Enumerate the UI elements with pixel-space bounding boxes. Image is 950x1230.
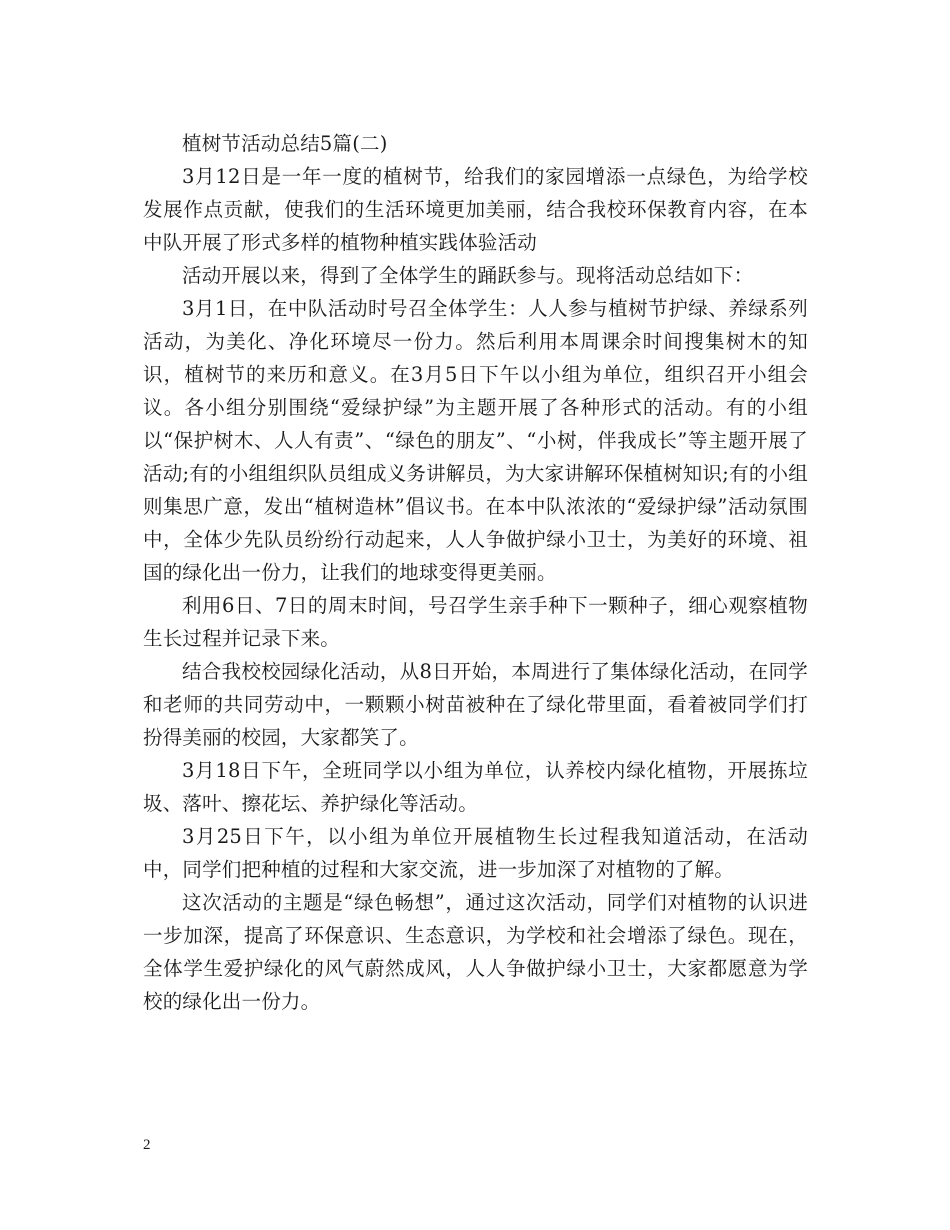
paragraph-march-18: 3月18日下午，全班同学以小组为单位，认养校内绿化植物，开展拣垃圾、落叶、擦花坛、养护绿化等活动。: [143, 759, 808, 815]
paragraph-summary-lead: 活动开展以来，得到了全体学生的踊跃参与。现将活动总结如下：: [182, 264, 754, 287]
paragraph-campus-greening: 结合我校校园绿化活动，从8日开始，本周进行了集体绿化活动，在同学和老师的共同劳动中，一颗颗小树苗被种在了绿化带里面，看着被同学们打扮得美丽的校园，大家都笑了。: [143, 660, 808, 749]
paragraph-march-1: 3月1日，在中队活动时号召全体学生：人人参与植树节护绿、养绿系列活动，为美化、净化环境尽一份力。然后利用本周课余时间搜集树木的知识，植树节的来历和意义。在3月5日下午以小组为单位，组织召开小组会议。各小组分别围绕“爱绿护绿”为主题开展了各种形式的活动。有的小组以“保护树木、人人有责”、“绿色的朋友”、“小树，伴我成长”等主题开展了活动;有的小组组织队员组成义务讲解员，为大家讲解环保植树知识;有的小组则集思广意，发出“植树造林”倡议书。在本中队浓浓的“爱绿护绿”活动氛围中，全体少先队员纷纷行动起来，人人争做护绿小卫士，为美好的环境、祖国的绿化出一份力，让我们的地球变得更美丽。: [143, 297, 808, 584]
paragraph-march-25: 3月25日下午，以小组为单位开展植物生长过程我知道活动，在活动中，同学们把种植的过程和大家交流，进一步加深了对植物的了解。: [143, 825, 808, 881]
paragraph-intro: 3月12日是一年一度的植树节，给我们的家园增添一点绿色，为给学校发展作点贡献，使我们的生活环境更加美丽，结合我校环保教育内容，在本中队开展了形式多样的植物种植实践体验活动: [143, 165, 808, 254]
paragraph-weekend: 利用6日、7日的周末时间，号召学生亲手种下一颗种子，细心观察植物生长过程并记录下来。: [143, 594, 808, 650]
section-title: 植树节活动总结5篇(二): [182, 132, 388, 155]
page-number: 2: [143, 1137, 151, 1153]
document-body: [143, 127, 808, 1018]
paragraph-conclusion: 这次活动的主题是“绿色畅想”，通过这次活动，同学们对植物的认识进一步加深，提高了环保意识、生态意识，为学校和社会增添了绿色。现在，全体学生爱护绿化的风气蔚然成风，人人争做护绿小卫士，大家都愿意为学校的绿化出一份力。: [143, 891, 808, 1013]
